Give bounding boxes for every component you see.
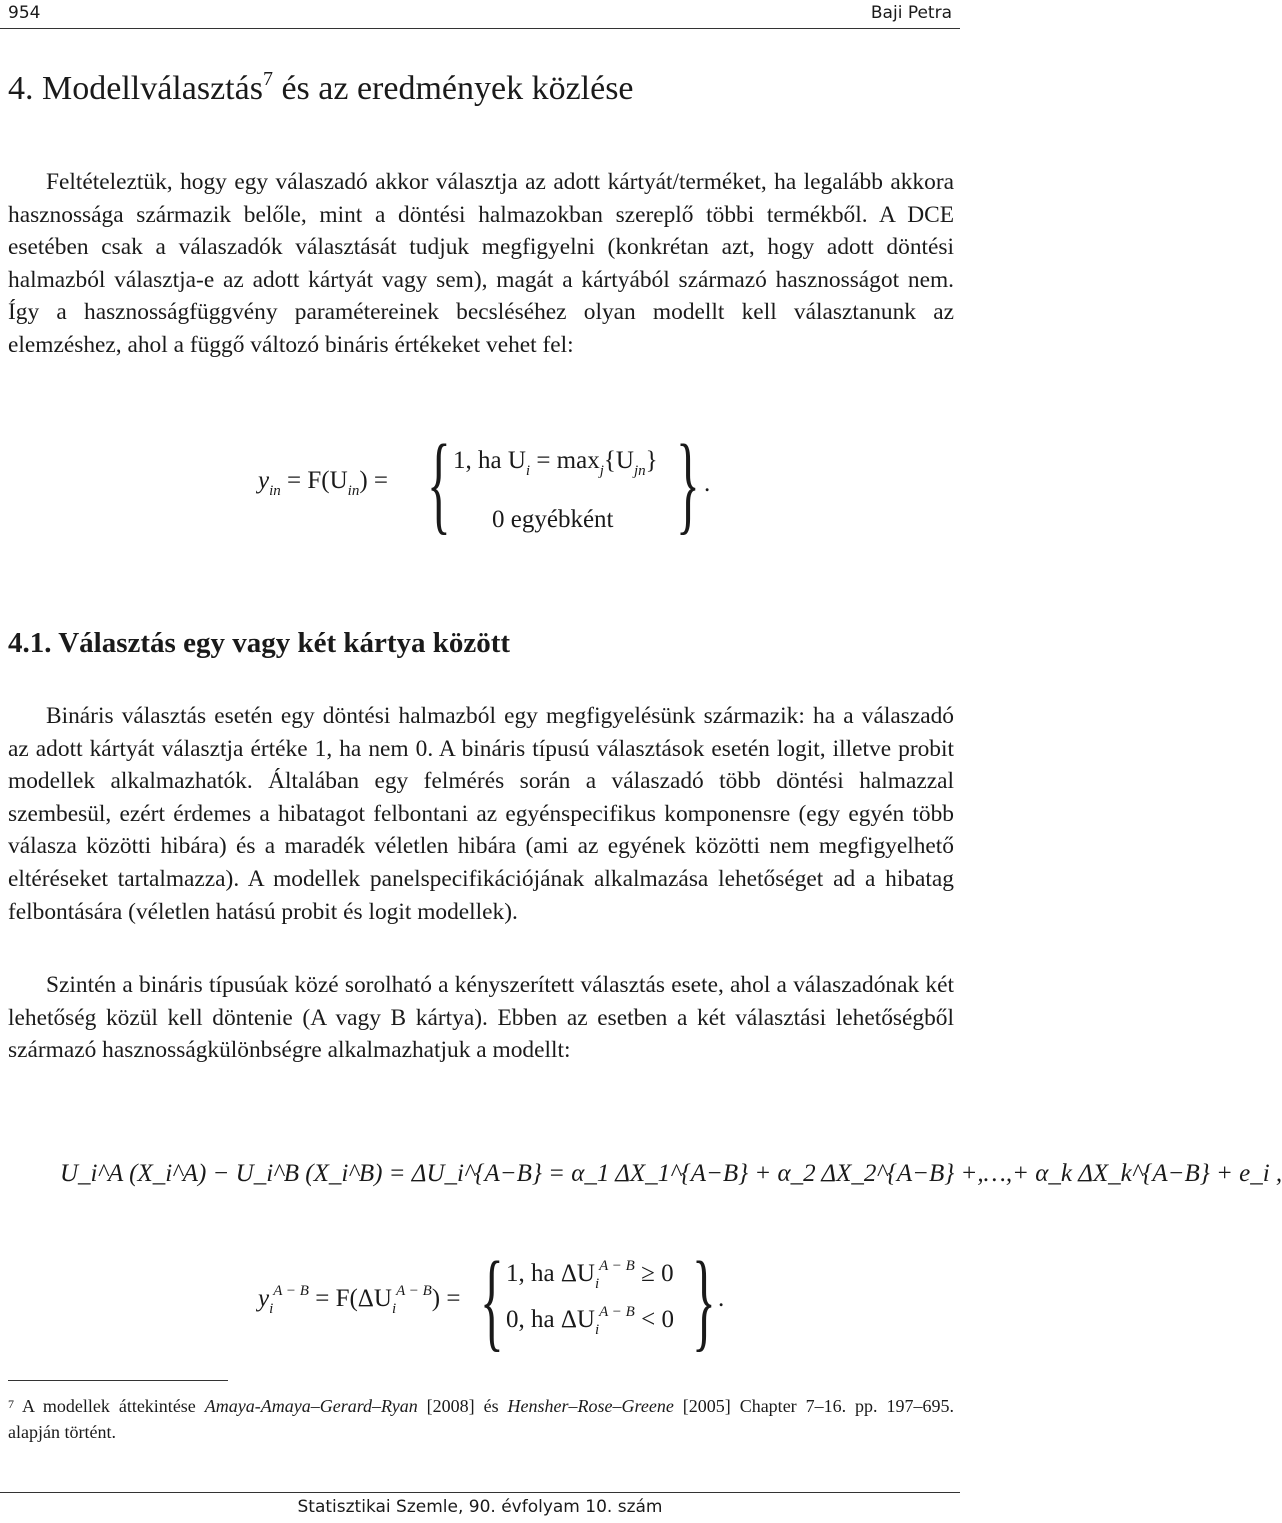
section-heading: 4. Modellválasztás$^7$ és az eredmények közlése	[8, 68, 634, 107]
running-header	[0, 0, 960, 26]
footnote: $^7$ A modellek áttekintése Amaya-Amaya–Gerard–Ryan [2008] és Hensher–Rose–Greene [2005] Chapter 7–16. pp. 197–695. alapján történt.	[8, 1396, 955, 1442]
equation-utility-difference: U_i^A (X_i^A) − U_i^B (X_i^B) = ΔU_i^{A−B} = α_1 ΔX_1^{A−B} + α_2 ΔX_2^{A−B} +,…,+ α_k ΔX_k^{A−B} + e_i ,	[60, 1160, 1282, 1187]
header-rule	[0, 28, 960, 29]
page-number: 954	[8, 3, 41, 23]
paragraph-binary: Bináris választás esetén egy döntési halmazból egy megfigyelésünk származik: ha a válaszadó az adott kártyát választja értéke 1, ha nem 0. A bináris típusú választások esetén logit, illetve probit modellek alkalmazhatók. Általában egy felmérés során a válaszadó több döntési halmazzal szembesül, ezért érdemes a hibatagot felbontani az egyénspecifikus komponensre (egy egyén több válasza közötti hibára) és a maradék véletlen hibára (ami az egyének közötti nem megfigyelhető eltéréseket tartalmazza). A modellek panelspecifikációjának alkalmazása lehetőséget ad a hibatag felbontására (véletlen hatású probit és logit modellek).	[8, 703, 954, 925]
footnote-rule	[8, 1380, 228, 1381]
footer-rule	[0, 1492, 960, 1493]
paragraph-intro: Feltételeztük, hogy egy válaszadó akkor választja az adott kártyát/terméket, ha legalább akkora hasznossága származik belőle, mint a döntési halmazokban szereplő többi termékből. A DCE esetében csak a válaszadók választását tudjuk megfigyelni (konkrétan azt, hogy adott döntési halmazból választja-e az adott kártyát vagy sem), magát a kártyából származó hasznosságot nem. Így a hasznosságfüggvény paramétereinek becsléséhez olyan modellt kell választanunk az elemzéshez, ahol a függő változó bináris értékeket vehet fel:	[8, 169, 954, 358]
running-footer: Statisztikai Szemle, 90. évfolyam 10. szám	[297, 1497, 663, 1517]
author-name: Bajі Petra	[870, 3, 952, 23]
footnote-mark: 7	[262, 68, 273, 90]
paragraph-forced-choice: Szintén a bináris típusúak közé sorolható a kényszerített választás esete, ahol a válaszadónak két lehetőség közül kell döntenie (A vagy B kártya). Ebben az esetben a két választási lehetőségből származó hasznosságkülönbségre alkalmazhatjuk a modellt:	[8, 972, 954, 1064]
subsection-heading: 4.1. Választás egy vagy két kártya között	[8, 627, 511, 659]
